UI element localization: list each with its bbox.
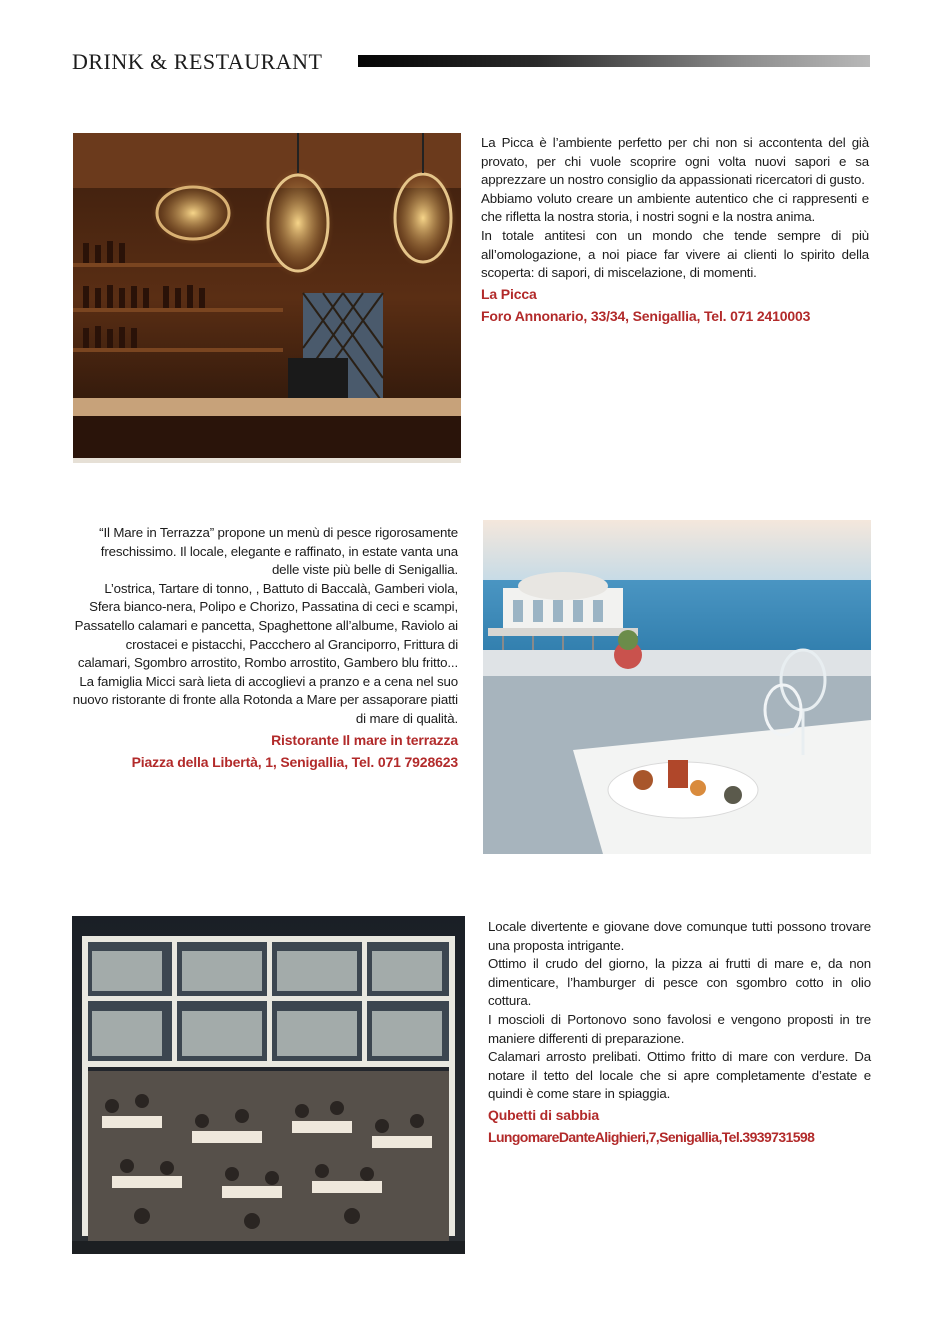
photo-sea-terrace	[483, 520, 871, 854]
restaurant-name: La Picca	[481, 285, 537, 302]
restaurant-address: LungomareDanteAlighieri,7,Senigallia,Tel.3939731598	[488, 1128, 815, 1145]
paragraph: Abbiamo voluto creare un ambiente autentico che ci rappresenti e che rifletta la nostra storia, i nostri sogni e la nostra anima.	[481, 190, 869, 225]
restaurant-address: Foro Annonario, 33/34, Senigallia, Tel. 071 2410003	[481, 307, 811, 324]
restaurant-address: Piazza della Libertà, 1, Senigallia, Tel. 071 7928623	[131, 753, 458, 770]
photo-bar-interior	[73, 133, 461, 463]
article-qubetti	[488, 918, 871, 1148]
paragraph: “Il Mare in Terrazza” propone un menù di pesce rigorosamente freschissimo. Il locale, elegante e raffinato, in estate vanta una delle viste più belle di Senigallia.	[99, 525, 458, 578]
article-la-picca	[481, 134, 869, 327]
paragraph: La Picca è l’ambiente perfetto per chi non si accontenta del già provato, per chi vuole scoprire ogni volta nuovi sapori e sa apprezzare un nostro consiglio da appassionati ricercatori di gusto.	[481, 135, 869, 188]
section-title: DRINK & RESTAURANT	[72, 49, 323, 74]
header-gradient-bar	[358, 55, 870, 67]
paragraph: I moscioli di Portonovo sono favolosi e vengono proposti in tre maniere differenti di preparazione.	[488, 1011, 871, 1046]
article-mare-in-terrazza	[70, 524, 458, 773]
paragraph: Calamari arrosto prelibati. Ottimo fritto di mare con verdure. Da notare il tetto del locale che si apre completamente d’estate e quindi è come stare in spiaggia.	[488, 1049, 871, 1102]
paragraph: Locale divertente e giovane dove comunque tutti possono trovare una proposta intrigante.	[488, 919, 871, 953]
paragraph: La famiglia Micci sarà lieta di accoglievi a pranzo e a cena nel suo nuovo ristorante di fronte alla Rotonda a Mare per assaporare piatti di mare di qualità.	[72, 673, 458, 726]
paragraph: L’ostrica, Tartare di tonno, , Battuto di Baccalà, Gamberi viola, Sfera bianco-nera, Polipo e Chorizo, Passatina di ceci e scampi, Passatello calamari e pancetta, Spaghettone all’albume, Raviolo ai crostacei e pistacchi, Paccchero al Granciporro, Frittura di calamari, Sgombro arrostito, Rombo arrostito, Gambero blu fritto...	[74, 580, 458, 671]
paragraph: In totale antitesi con un mondo che tende sempre di più all’omologazione, a noi piace far vivere ai clienti lo spirito della scoperta: di sapori, di miscelazione, di momenti.	[481, 227, 869, 281]
restaurant-name: Qubetti di sabbia	[488, 1106, 600, 1123]
paragraph: Ottimo il crudo del giorno, la pizza ai frutti di mare e, da non dimenticare, l’hamburger di pesce con sgombro cotto in olio cottura.	[488, 956, 871, 1009]
photo-qubetti-dining	[72, 916, 465, 1254]
restaurant-name: Ristorante Il mare in terrazza	[271, 731, 458, 748]
